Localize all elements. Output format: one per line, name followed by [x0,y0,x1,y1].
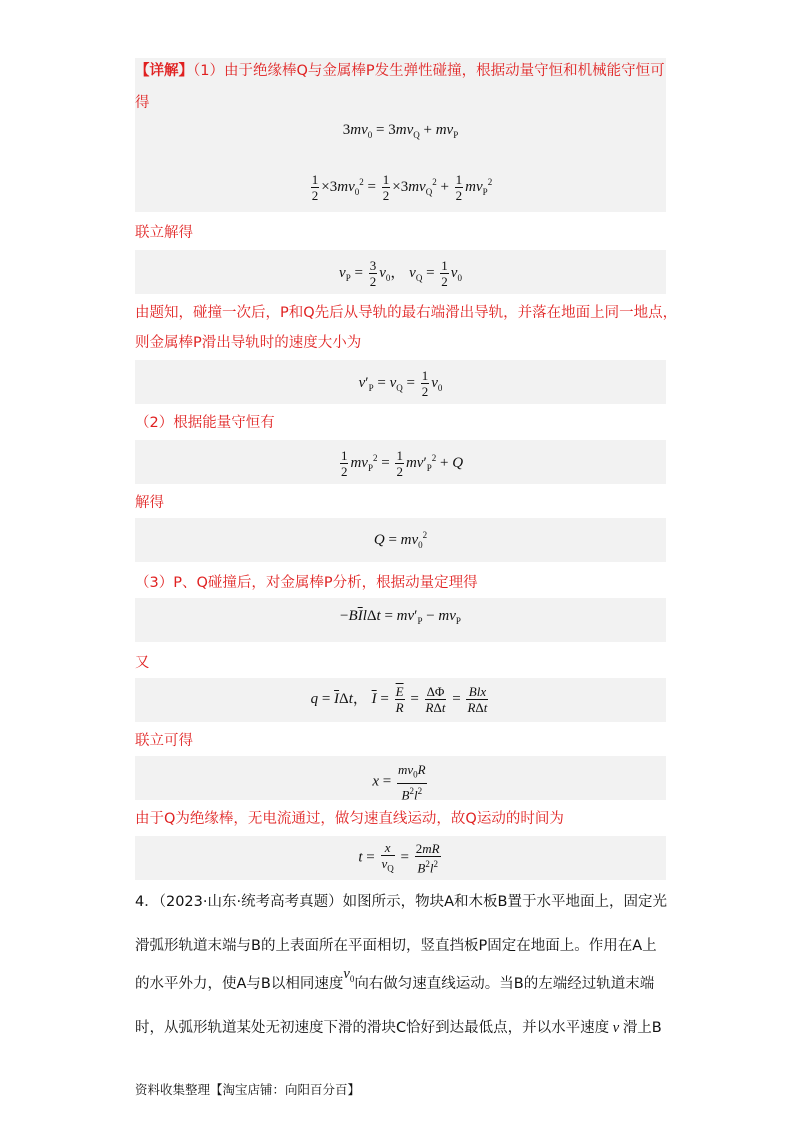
equation-momentum: $3mv_0 = 3mv_Q + mv_P$ [342,122,459,140]
equation-charge: $q = \overline{I}\Delta t$， $\overline{I}$ = $\frac{\overline{E}}{R}$ = $\frac{\Delta\Phi}{\text{RΔt}}$ = $\frac{\text{Blx}}{\text{RΔt}}$ [310,684,488,715]
solution-text-1b: 得 [135,95,150,111]
solution-text-5: 解得 [135,495,164,511]
section-label: 【详解】 [135,63,193,79]
problem-line-1: 4．（2023·山东·统考高考真题）如图所示，物块A和木板B置于水平地面上，固定光 [135,894,667,910]
solution-text-3a: 由题知，碰撞一次后，P和Q先后从导轨的最右端滑出导轨，并落在地面上同一地点， [135,305,678,321]
equation-velocities: $v_P$ = $\frac{3}{2}$ $v_0$， $v_Q$ = $\frac{1}{2}$ $v_0$ [339,258,462,289]
solution-text-4: （2）根据能量守恒有 [135,415,275,431]
equation-impulse: $-B\overline{I}l\Delta t = mv'_P - mv_P$ [340,608,461,626]
equation-time: t = $\frac{x}{v_Q}$ = $\frac{2mR}{B^2l^2}$ [358,840,440,876]
equation-heat: $Q = mv_0^2$ [373,530,428,550]
solution-text-9: 由于Q为绝缘棒，无电流通过，做匀速直线运动，故Q运动的时间为 [135,811,564,827]
solution-text-1: 【详解】（1）由于绝缘棒Q与金属棒P发生弹性碰撞，根据动量守恒和机械能守恒可 [135,63,665,79]
problem-line-3: 的水平外力，使A与B以相同速度$v_0$向右做匀速直线运动。当B的左端经过轨道末端 [135,966,655,992]
equation-energy: $\frac{1}{2}$ $\times 3mv_0^2$ = $\frac{1}{2}$ $\times 3mv_Q^2$ + $\frac{1}{2}$ $mv_P^2$ [311,172,493,203]
solution-text-8: 联立可得 [135,733,193,749]
footer-note: 资料收集整理【淘宝店铺：向阳百分百】 [135,1082,361,1097]
solution-text-7: 又 [135,655,150,671]
solution-text-6: （3）P、Q碰撞后，对金属棒P分析，根据动量定理得 [135,575,478,591]
equation-exit-speed: $v'_P = v_Q$ = $\frac{1}{2}$ $v_0$ [358,368,443,399]
solution-text-3b: 则金属棒P滑出导轨时的速度大小为 [135,335,362,351]
problem-line-4: 时，从弧形轨道某处无初速度下滑的滑块C恰好到达最低点，并以水平速度 v 滑上B [135,1020,662,1036]
equation-distance: x = $\frac{mv_0R}{B^2l^2}$ [372,762,426,802]
problem-line-2: 滑弧形轨道末端与B的上表面所在平面相切，竖直挡板P固定在地面上。作用在A上 [135,938,657,954]
equation-heat-balance: $\frac{1}{2}$ $mv_P^2$ = $\frac{1}{2}$ $mv'_P^2 + Q$ [340,448,464,479]
solution-text-2: 联立解得 [135,225,193,241]
